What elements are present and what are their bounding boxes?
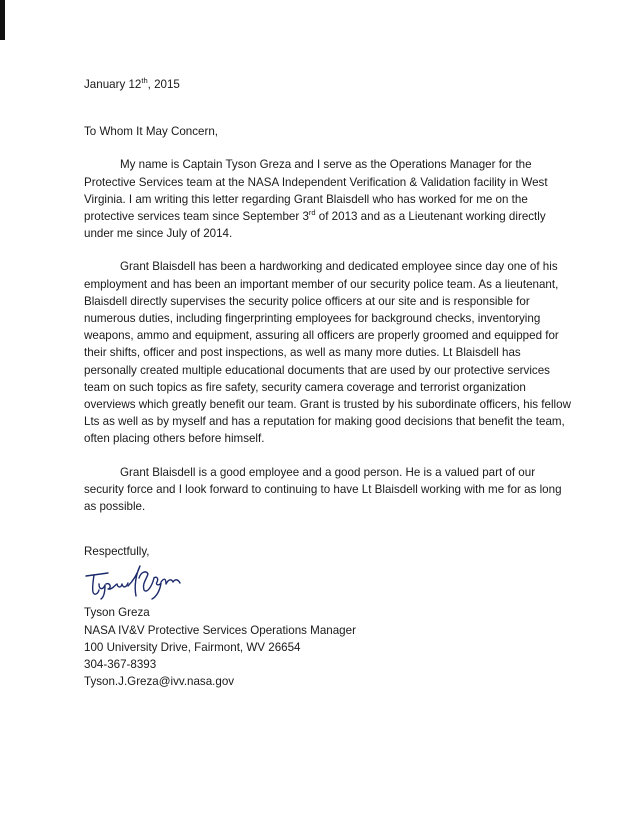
date-ordinal-suffix: th [141, 76, 148, 86]
signer-title: NASA IV&V Protective Services Operations Manager [84, 623, 356, 637]
paragraph-duties: Grant Blaisdell has been a hardworking and dedicated employee since day one of his employment and has been an important member of our security police team. As a lieutenant, Blaisdell directly supervises the security police officers at our site and is responsible for numerous duties, including fingerprinting employees for background checks, inventorying weapons, ammo and equipment, assuring all officers are properly groomed and equipped for their shifts, officer and post inspections, as well as many more duties. Lt Blaisdell has personally created multiple educational documents that are used by our protective services team on such topics as fire safety, security camera coverage and terrorist organization overviews which greatly benefit our team. Grant is trusted by his subordinate officers, his fellow Lts as well as by myself and has a reputation for making good decisions that benefit the team, often placing others before himself. [84, 260, 571, 446]
scan-edge-mark [0, 0, 5, 40]
paragraph-conclusion: Grant Blaisdell is a good employee and a good person. He is a valued part of our security force and I look forward to continuing to have Lt Blaisdell working with me for as long as possible. [84, 465, 562, 514]
salutation: To Whom It May Concern, [84, 125, 219, 139]
signer-email: Tyson.J.Greza@ivv.nasa.gov [84, 675, 235, 689]
signer-phone: 304-367-8393 [84, 658, 157, 672]
paragraph-introduction: My name is Captain Tyson Greza and I serve as the Operations Manager for the Protective Services team at the NASA Independent Verification & Validation facility in West Virginia. I am writing this letter regarding Grant Blaisdell who has worked for me on the protective services team since September 3rd of 2013 and as a Lieutenant working directly under me since July of 2014. [84, 158, 548, 241]
signer-name: Tyson Greza [84, 606, 150, 620]
ordinal-suffix: rd [308, 208, 316, 218]
letter-date: January 12th, 2015 [84, 76, 180, 91]
closing: Respectfully, [84, 545, 150, 559]
handwritten-signature [84, 564, 184, 604]
signature-block [84, 604, 574, 690]
signer-address: 100 University Drive, Fairmont, WV 26654 [84, 640, 301, 654]
letter-page [84, 76, 574, 690]
